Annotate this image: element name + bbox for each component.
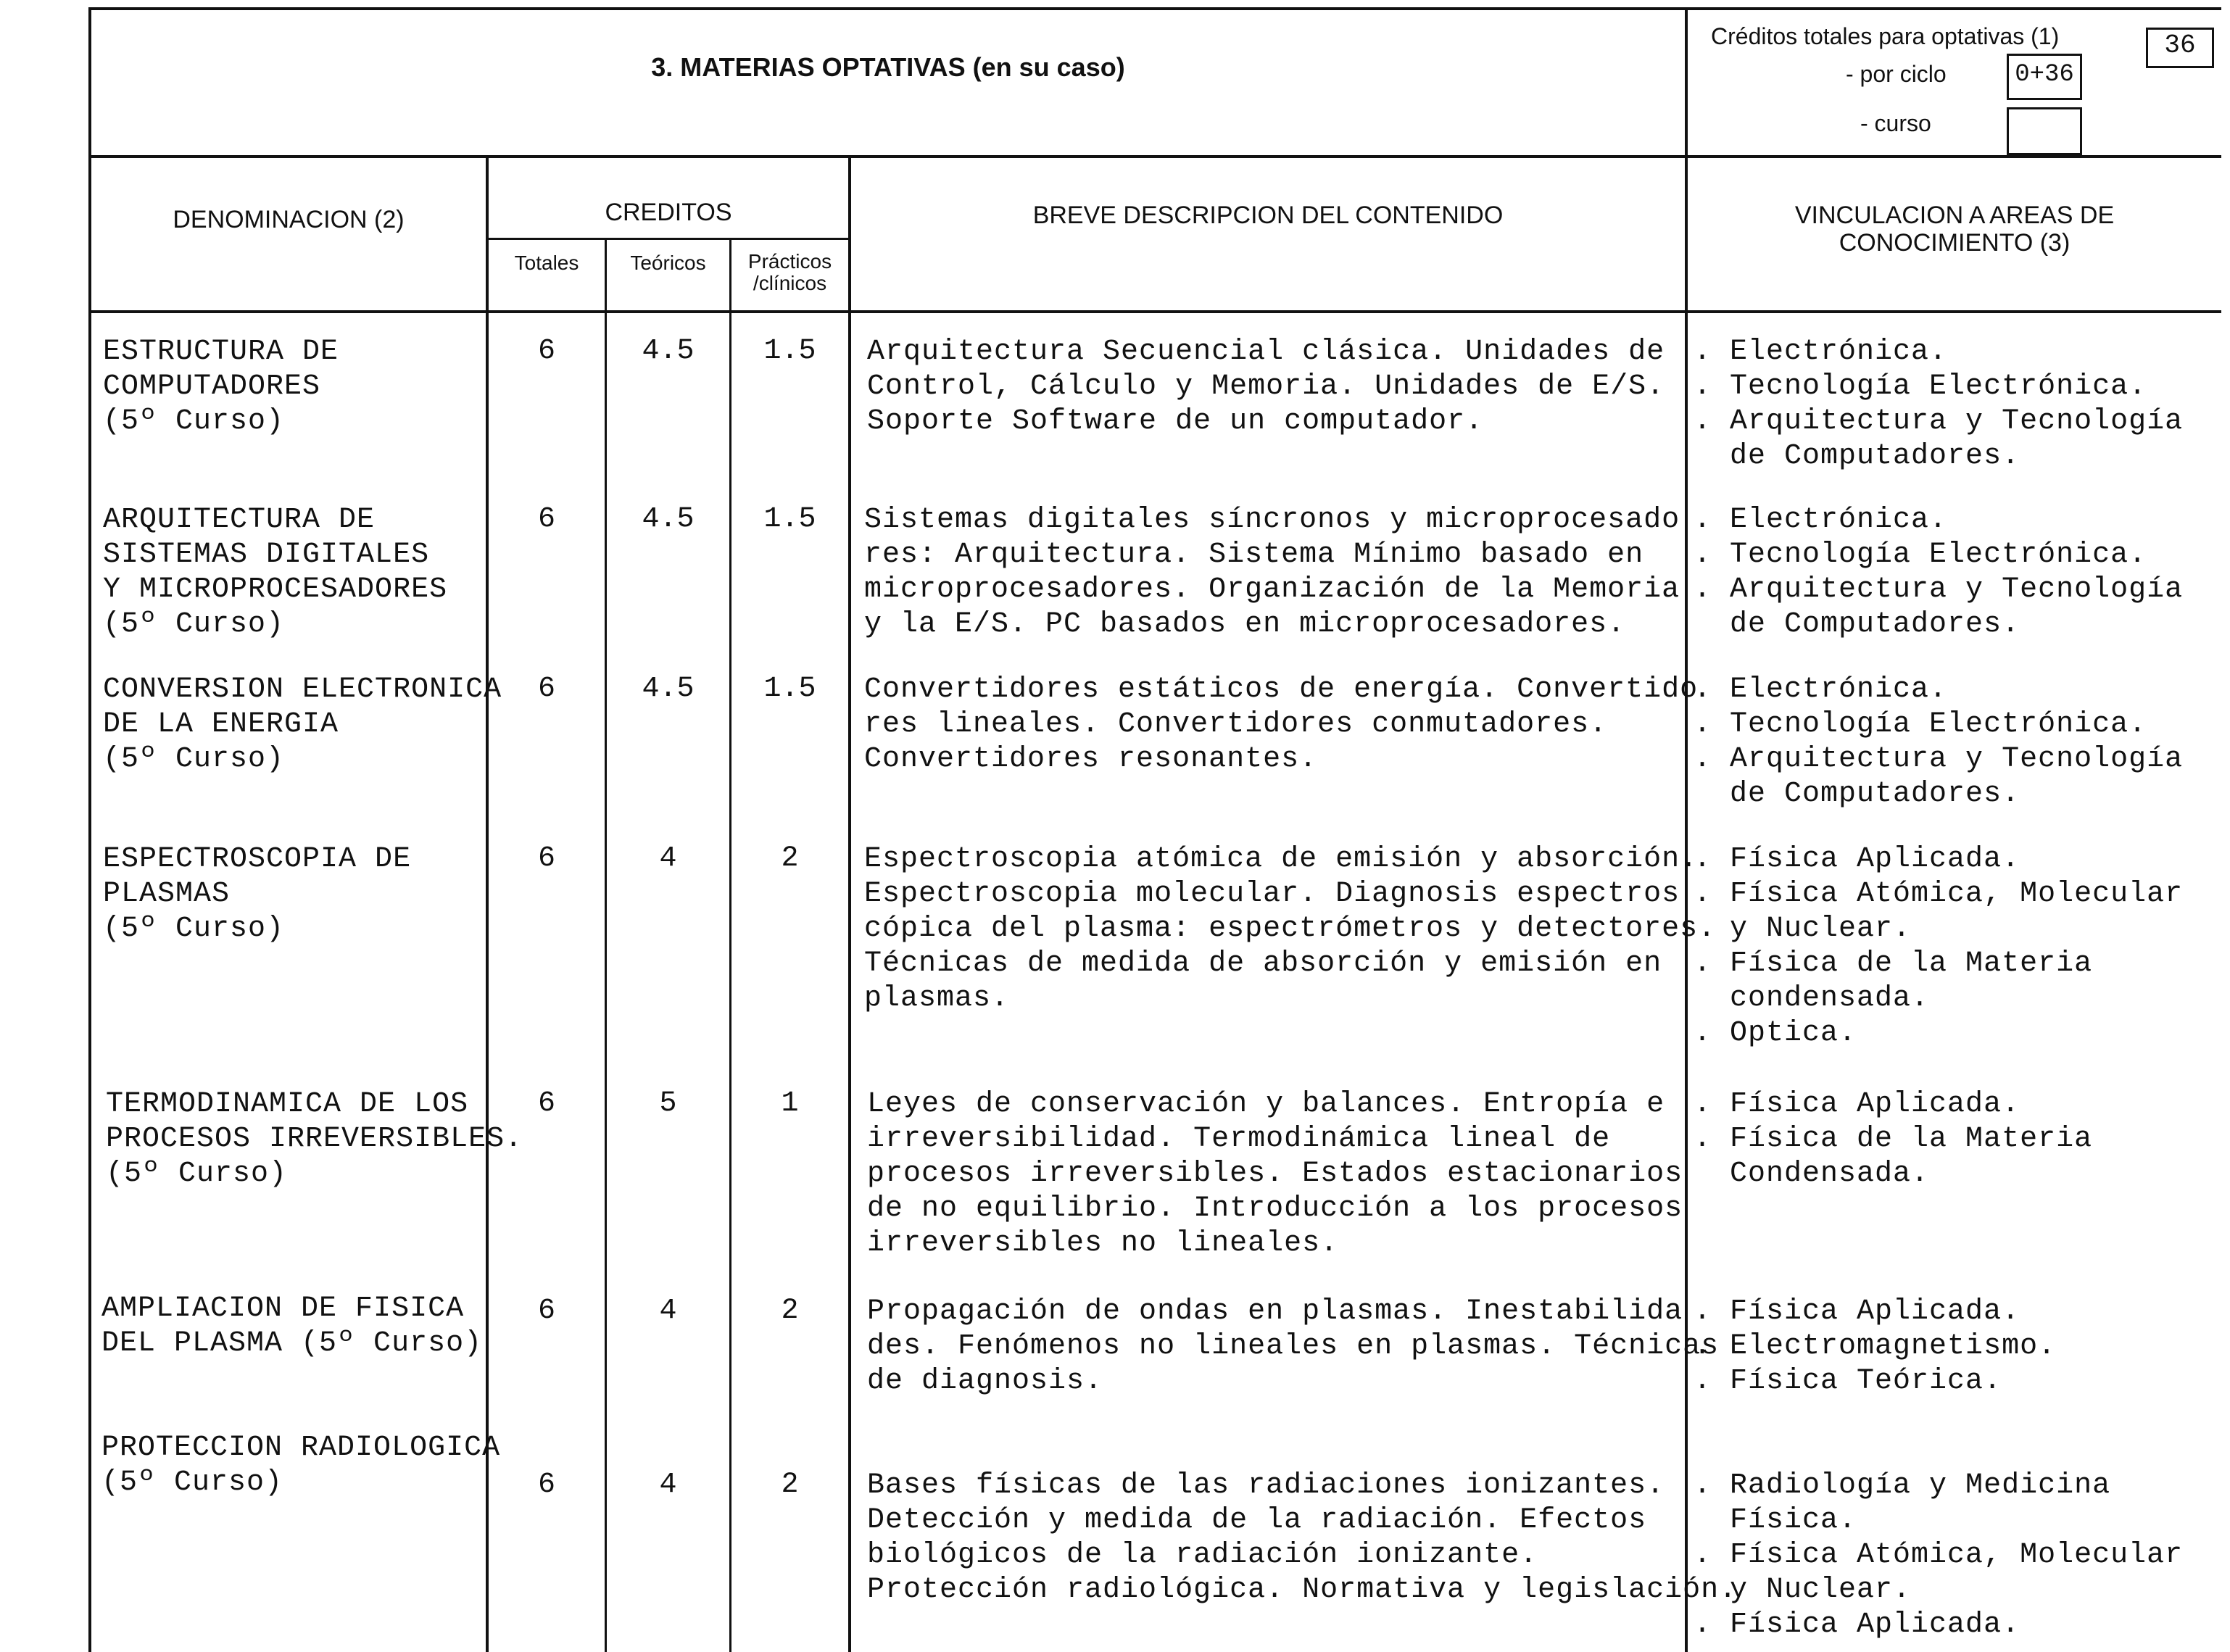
- row-4-practicos: 2: [781, 842, 799, 875]
- row-1-totales: 6: [537, 335, 555, 368]
- credits-course-label: - curso: [1860, 110, 1931, 136]
- row-1-practicos: 1.5: [763, 335, 816, 368]
- header-teoricos: Teóricos: [630, 252, 706, 274]
- row-5-totales: 6: [537, 1087, 555, 1120]
- row-3-name: CONVERSION ELECTRONICA DE LA ENERGIA (5º Curso): [103, 673, 502, 776]
- colheader-divider-line: [88, 310, 2221, 313]
- header-descripcion: BREVE DESCRIPCION DEL CONTENIDO: [1032, 202, 1504, 229]
- row-3-areas: . Electrónica. . Tecnología Electrónica. . Arquitectura y Tecnología de Computadores.: [1694, 673, 2184, 810]
- row-2-totales: 6: [537, 503, 555, 536]
- row-6-areas: . Física Aplicada. . Electromagnetismo. . Física Teórica.: [1694, 1295, 2057, 1398]
- row-7-practicos: 2: [781, 1469, 799, 1501]
- frame-left-line: [88, 7, 91, 1652]
- row-2-name: ARQUITECTURA DE SISTEMAS DIGITALES Y MICROPROCESADORES (5º Curso): [103, 504, 448, 641]
- credits-total-label: Créditos totales para optativas (1): [1711, 23, 2060, 49]
- row-7-teoricos: 4: [659, 1469, 677, 1501]
- row-4-descripcion: Espectroscopia atómica de emisión y absorción. Espectroscopia molecular. Diagnosis espectros cópica del plasma: espectrómetros y detectores. Técnicas de medida de absorción y emisión en plasmas.: [864, 843, 1717, 1015]
- row-1-name: ESTRUCTURA DE COMPUTADORES (5º Curso): [103, 336, 339, 438]
- row-4-name: ESPECTROSCOPIA DE PLASMAS (5º Curso): [103, 843, 412, 945]
- header-creditos: CREDITOS: [605, 199, 732, 226]
- row-5-practicos: 1: [781, 1087, 799, 1120]
- row-7-descripcion: Bases físicas de las radiaciones ionizantes. Detección y medida de la radiación. Efectos biológicos de la radiación ionizante. Protección radiológica. Normativa y legislación.: [867, 1469, 1738, 1606]
- credits-course-box: [2007, 107, 2082, 155]
- header-vinculacion: [1688, 202, 2221, 257]
- row-5-teoricos: 5: [659, 1087, 677, 1120]
- row-3-totales: 6: [537, 673, 555, 705]
- row-3-practicos: 1.5: [763, 673, 816, 705]
- header-practicos-line1: Prácticos: [747, 250, 832, 273]
- header-divider-line: [88, 155, 2221, 158]
- row-2-teoricos: 4.5: [642, 503, 695, 536]
- row-6-totales: 6: [537, 1295, 555, 1327]
- row-4-teoricos: 4: [659, 842, 677, 875]
- row-2-descripcion: Sistemas digitales síncronos y microprocesado res: Arquitectura. Sistema Mínimo basado en microprocesadores. Organización de la Memoria y la E/S. PC basados en microprocesadores.: [864, 504, 1680, 641]
- col-divider-practicos: [848, 155, 851, 1652]
- header-practicos: [731, 251, 848, 294]
- credits-cycle-label: - por ciclo: [1846, 61, 1947, 87]
- frame-top-line: [88, 7, 2221, 10]
- row-7-areas: . Radiología y Medicina Física. . Física Atómica, Molecular y Nuclear. . Física Aplicada.: [1694, 1469, 2184, 1641]
- row-5-areas: . Física Aplicada. . Física de la Materia Condensada.: [1694, 1088, 2093, 1190]
- row-1-descripcion: Arquitectura Secuencial clásica. Unidades de Control, Cálculo y Memoria. Unidades de E/S. Soporte Software de un computador.: [867, 336, 1665, 438]
- creditos-subheader-line: [486, 238, 850, 240]
- header-totales: Totales: [514, 252, 579, 274]
- credits-total-value: 36: [2164, 30, 2196, 60]
- row-3-descripcion: Convertidores estáticos de energía. Convertido res lineales. Convertidores conmutadores. Convertidores resonantes.: [864, 673, 1699, 776]
- row-5-name: TERMODINAMICA DE LOS PROCESOS IRREVERSIBLES. (5º Curso): [106, 1088, 523, 1190]
- row-6-name: AMPLIACION DE FISICA DEL PLASMA (5º Curso): [101, 1292, 483, 1360]
- row-5-descripcion: Leyes de conservación y balances. Entropía e irreversibilidad. Termodinámica lineal de procesos irreversibles. Estados estacionarios de no equilibrio. Introducción a los procesos irreversibles no lineales.: [867, 1088, 1683, 1260]
- header-vinculacion-line1: VINCULACION A AREAS DE: [1794, 202, 2115, 229]
- row-6-teoricos: 4: [659, 1295, 677, 1327]
- credits-cycle-value: 0+36: [2015, 61, 2074, 88]
- header-practicos-line2: /clínicos: [753, 272, 827, 294]
- row-2-practicos: 1.5: [763, 503, 816, 536]
- row-2-areas: . Electrónica. . Tecnología Electrónica. . Arquitectura y Tecnología de Computadores.: [1694, 504, 2184, 641]
- row-6-descripcion: Propagación de ondas en plasmas. Inestabilida des. Fenómenos no lineales en plasmas. Técnicas de diagnosis.: [867, 1295, 1720, 1398]
- row-1-areas: . Electrónica. . Tecnología Electrónica. . Arquitectura y Tecnología de Computadores.: [1694, 336, 2184, 473]
- row-7-totales: 6: [537, 1469, 555, 1501]
- row-4-areas: . Física Aplicada. . Física Atómica, Molecular y Nuclear. . Física de la Materia condensada. . Optica.: [1694, 843, 2184, 1050]
- row-3-teoricos: 4.5: [642, 673, 695, 705]
- col-divider-totales: [605, 239, 607, 1652]
- row-6-practicos: 2: [781, 1295, 799, 1327]
- col-divider-teoricos: [729, 239, 731, 1652]
- row-1-teoricos: 4.5: [642, 335, 695, 368]
- row-4-totales: 6: [537, 842, 555, 875]
- header-vinculacion-line2: CONOCIMIENTO (3): [1839, 229, 2071, 257]
- row-7-name: PROTECCION RADIOLOGICA (5º Curso): [101, 1432, 501, 1499]
- section-title: 3. MATERIAS OPTATIVAS (en su caso): [651, 52, 1125, 82]
- header-denominacion: DENOMINACION (2): [173, 206, 405, 233]
- col-divider-denominacion: [486, 155, 489, 1652]
